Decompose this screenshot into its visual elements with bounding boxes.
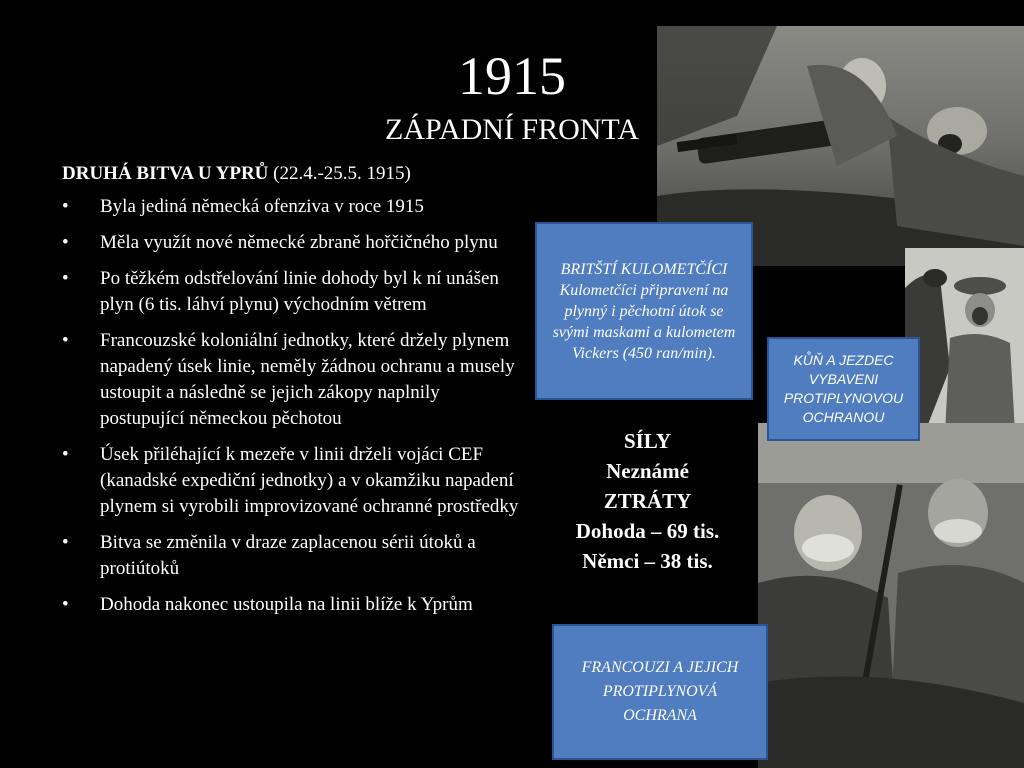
forces-label: SÍLY: [623, 429, 672, 453]
bullet-symbol: •: [62, 232, 69, 253]
caption-text: FRANCOUZI A JEJICH PROTIPLYNOVÁ OCHRANA: [581, 659, 739, 724]
caption-text: Kulometčíci připravení na plynný i pěchotní útok se svými maskami a kulometem Vickers (450 ran/min).: [552, 281, 736, 362]
bullet-text: Francouzské koloniální jednotky, které držely plynem napadený úsek linie, neměly žádnou ochranu a musely ustoupit a následně se jejich zákopy naplnily postupující německou pěchotou: [100, 330, 515, 429]
bullet-item: [62, 592, 522, 618]
bullet-text: Dohoda nakonec ustoupila na linii blíže k Yprům: [100, 594, 473, 615]
bullet-item: [62, 530, 522, 582]
bullet-symbol: •: [62, 196, 69, 217]
slide-title-year: 1915: [458, 46, 566, 106]
bullet-symbol: •: [62, 594, 69, 615]
bullet-item: [62, 230, 522, 256]
bullet-item: [62, 328, 522, 432]
photo-horse-rider: [905, 248, 1024, 432]
bullet-text: Úsek přiléhající k mezeře v linii drželi vojáci CEF (kanadské expediční jednotky) a v okamžiku napadení plynem si vyrobili improvizované ochranné prostředky: [100, 444, 519, 517]
bullet-symbol: •: [62, 532, 69, 553]
bullet-item: [62, 442, 522, 520]
bullet-text: Měla využít nové německé zbraně hořčičného plynu: [100, 232, 498, 253]
battle-heading: [62, 160, 522, 188]
battle-name: DRUHÁ BITVA U YPRŮ: [62, 163, 269, 184]
bullet-item: [62, 194, 522, 220]
bullet-list: [62, 194, 522, 628]
losses-label: ZTRÁTY: [603, 489, 692, 513]
caption-title: BRITŠTÍ KULOMETČÍCI: [560, 260, 728, 278]
slide-subtitle: ZÁPADNÍ FRONTA: [384, 113, 640, 146]
battle-dates: (22.4.-25.5. 1915): [273, 163, 411, 184]
bullet-item: [62, 266, 522, 318]
losses-germans: Němci – 38 tis.: [582, 549, 713, 573]
photo-french-soldiers: [758, 423, 1024, 768]
forces-summary: [545, 426, 750, 576]
bullet-symbol: •: [62, 268, 69, 289]
caption-french-protection: [552, 624, 768, 760]
caption-british-machine-gunners: [535, 222, 753, 400]
bullet-text: Byla jediná německá ofenziva v roce 1915: [100, 196, 424, 217]
forces-value: Neznámé: [606, 459, 689, 483]
bullet-symbol: •: [62, 444, 69, 465]
caption-horse-rider: [767, 337, 920, 441]
bullet-text: Bitva se změnila v draze zaplacenou sérii útoků a protiútoků: [100, 532, 476, 579]
caption-text: KŮŇ A JEZDEC VYBAVENI PROTIPLYNOVOU OCHRANOU: [783, 352, 904, 425]
losses-allies: Dohoda – 69 tis.: [575, 519, 720, 543]
bullet-symbol: •: [62, 330, 69, 351]
bullet-text: Po těžkém odstřelování linie dohody byl k ní unášen plyn (6 tis. láhví plynu) východním větrem: [100, 268, 499, 315]
